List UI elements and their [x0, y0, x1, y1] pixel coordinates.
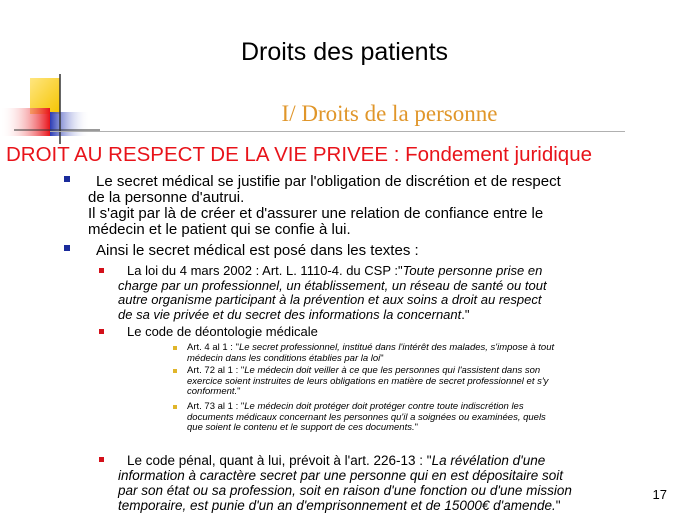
quote-text: temporaire, est punie d'un an d'emprisonnement et de 15000€ d'amende. [118, 498, 556, 513]
bullet-marker [173, 405, 177, 409]
bullet-marker [64, 176, 70, 182]
quote-text: information à caractère secret par une personne qui en est dépositaire soit [118, 468, 564, 483]
bullet-text: Ainsi le secret médical est posé dans les textes : [96, 242, 419, 259]
bullet-marker [99, 457, 104, 462]
quote-text: documents médicaux concernant les personnes qu'il a soignées ou examinées, quels [187, 411, 546, 423]
article-72 [187, 366, 637, 398]
article-ref: Art. 72 al 1 : " [187, 365, 245, 376]
article-ref: " [414, 422, 418, 434]
article-ref: Art. 73 al 1 : " [187, 401, 245, 412]
bullet-secret-medical [88, 174, 648, 238]
page-number: 17 [652, 487, 667, 502]
article-ref: Art. 4 al 1 : " [187, 342, 239, 353]
sub-bullet-code-penal [118, 453, 648, 513]
divider-line [50, 131, 625, 132]
bullet-marker [99, 329, 104, 334]
sub-bullet-code-deontologie [118, 325, 633, 340]
bullet-text: de la personne d'autrui. [88, 189, 245, 206]
quote-text: La révélation d'une [431, 453, 546, 468]
bullet-text: Le code pénal, quant à lui, prévoit à l'art. 226-13 : " [127, 453, 432, 468]
quote-text: par son état ou sa profession, soit en raison d'une fonction ou d'une mission [118, 483, 572, 498]
bullet-text: Le code de déontologie médicale [127, 324, 318, 339]
section-heading: DROIT AU RESPECT DE LA VIE PRIVEE : Fondement juridique [6, 143, 593, 166]
bullet-textes [88, 243, 648, 259]
bullet-marker [64, 245, 70, 251]
quote-text: Le médecin doit protéger doit protéger contre toute indiscrétion les [244, 401, 524, 412]
slide-title: Droits des patients [240, 38, 449, 66]
quote-text: que soient le contenu et le support de ces documents. [187, 422, 415, 434]
bullet-marker [99, 268, 104, 273]
sub-bullet-loi [118, 264, 633, 322]
bullet-text: Le secret médical se justifie par l'obligation de discrétion et de respect [96, 173, 561, 190]
quote-text: Toute personne prise en [402, 263, 543, 278]
article-4 [187, 343, 637, 364]
bullet-text: " [555, 498, 561, 513]
slide-subtitle: I/ Droits de la personne [281, 101, 498, 126]
quote-text: conforment. [187, 386, 238, 398]
quote-text: exercice soient instruites de leurs obligations en matière de secret professionnel et s'y [187, 375, 549, 387]
quote-text: médecin dans les conditions établies par la loi [187, 352, 381, 364]
article-73 [187, 402, 637, 434]
quote-text: Le secret professionnel, institué dans l'intérêt des malades, s'impose à tout [238, 342, 555, 353]
quote-text: de sa vie privée et du secret des informations la concernant [118, 306, 462, 322]
bullet-text: La loi du 4 mars 2002 : Art. L. 1110-4. du CSP :" [127, 263, 403, 278]
article-ref: " [380, 352, 384, 364]
quote-text: charge par un professionnel, un établissement, un réseau de santé ou tout [118, 277, 547, 293]
bullet-marker [173, 369, 177, 373]
quote-text: autre organisme participant à la prévention et aux soins a droit au respect [118, 292, 542, 307]
quote-text: Le médecin doit veiller à ce que les personnes qui l'assistent dans son [244, 365, 541, 376]
article-ref: " [237, 386, 241, 398]
bullet-text: médecin et le patient qui se confie à lui. [88, 221, 351, 238]
bullet-marker [173, 346, 177, 350]
bullet-text: Il s'agit par là de créer et d'assurer une relation de confiance entre le [88, 205, 544, 222]
bullet-text: ." [461, 306, 470, 322]
